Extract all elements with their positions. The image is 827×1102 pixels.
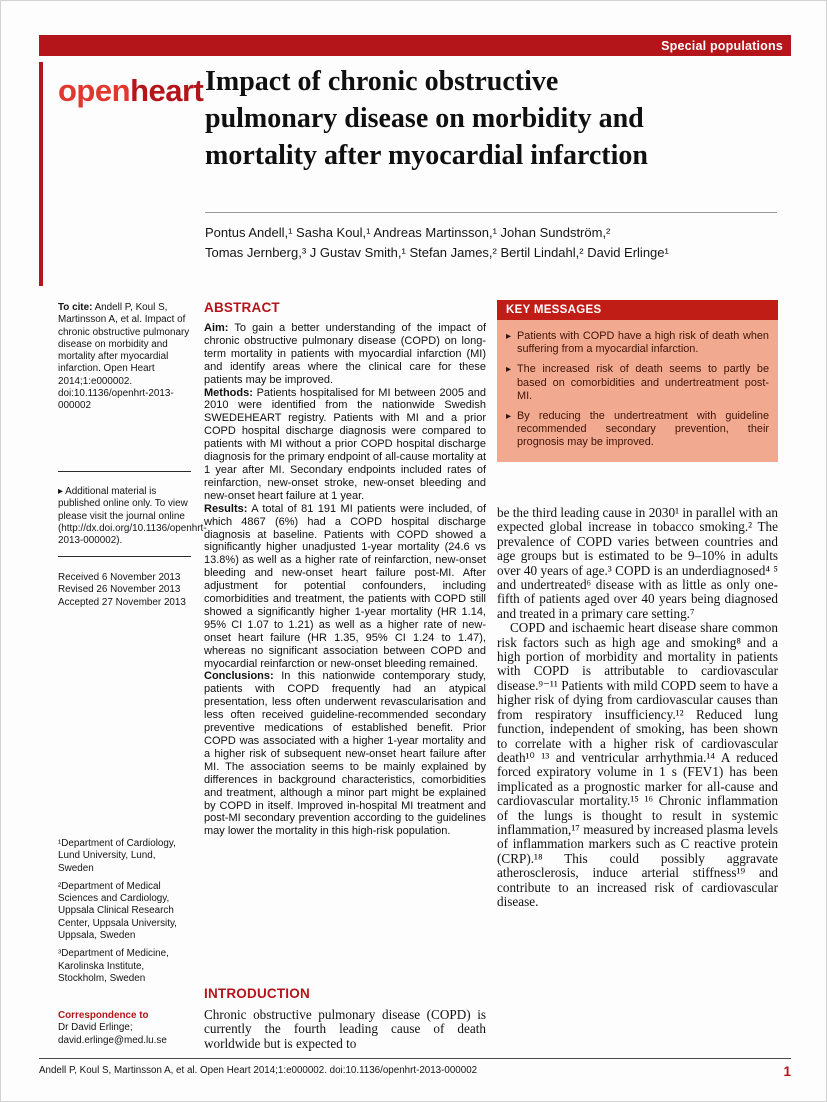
abstract-methods-text: Patients hospitalised for MI between 2005 and 2010 were identified from the nationwide Swedish SWEDEHEART registry. Patients with MI and a prior COPD hospital discharge diagnosis were compared to patients with MI without a prior COPD hospital discharge diagnosis for the primary endpoint of all-cause mortality at 1 year after MI. Secondary endpoints included rates of reinfarction, new-onset stroke, new-onset bleeding and new-onset heart failure at 1 year.	[204, 386, 486, 502]
abstract-results-label: Results:	[204, 502, 248, 515]
bullet-arrow-icon: ▸	[506, 411, 512, 423]
article-title-line-1: Impact of chronic obstructive	[205, 66, 559, 97]
header-accent-rule	[39, 62, 43, 286]
page-footer	[39, 1058, 791, 1079]
author-line-2: Tomas Jernberg,³ J Gustav Smith,¹ Stefan James,² Bertil Lindahl,² David Erlinge¹	[205, 244, 669, 260]
key-messages-box	[497, 300, 778, 462]
to-cite-label: To cite:	[58, 302, 93, 313]
affiliation-2: ²Department of Medical Sciences and Cardiology, Uppsala Clinical Research Center, Uppsala University, Uppsala, Sweden	[58, 880, 177, 942]
body-column	[497, 300, 778, 1060]
journal-logo-heart: heart	[130, 73, 204, 108]
revised-date: Revised 26 November 2013	[58, 584, 181, 596]
page-number: 1	[783, 1064, 791, 1079]
journal-logo-open: open	[58, 73, 131, 108]
sidebar-divider	[58, 471, 191, 472]
to-cite-text: Andell P, Koul S, Martinsson A, et al. Impact of chronic obstructive pulmonary disease on morbidity and mortality after myocardial infarction. Open Heart 2014;1:e000002. doi:10.1136/openhrt-2013-000002	[58, 302, 190, 412]
citation-note	[58, 302, 191, 413]
additional-material-note: ▸ Additional material is published online only. To view please visit the journal online (http://dx.doi.org/10.1136/openhrt-2013-000002).	[58, 486, 207, 547]
affiliations	[58, 838, 191, 991]
abstract-results-text: A total of 81 191 MI patients were included, of which 4867 (6%) had a COPD hospital discharge diagnosis at baseline. Patients with COPD showed a significantly higher unadjusted 1-year mortality (24.6 vs 13.8%) as well as a higher rate of reinfarction, new-onset bleeding and new-onset heart failure post-MI. After adjustment for potential confounders, including comorbidities and treatment, the patients with COPD still showed a significantly higher 1-year mortality (HR 1.14, 95% CI 1.07 to 1.21) as well as a higher rate of new-onset heart failure (HR 1.35, 95% CI 1.24 to 1.47), whereas no significant association between COPD and myocardial reinfarction or new-onset bleeding remained.	[204, 502, 486, 670]
left-sidebar	[58, 302, 207, 1062]
key-messages-heading: KEY MESSAGES	[497, 300, 778, 320]
key-messages-body	[497, 320, 778, 462]
body-paragraph-2: COPD and ischaemic heart disease share common risk factors such as high age and smoking⁸ and a high portion of morbidity and mortality in patients with COPD is attributable to cardiovascular disease.⁹⁻¹¹ Patients with mild COPD seem to have a higher risk of dying from cardiovascular causes than from respiratory insufficiency.¹² Reduced lung function, independent of smoking, has been shown to correlate with a higher risk of cardiovascular death¹⁰ ¹³ and ventricular arrhythmia.¹⁴ A reduced forced expiratory volume in 1 s (FEV1) has been implicated as a prognostic marker for all-cause and cardiovascular mortality.¹⁵ ¹⁶ Chronic inflammation of the lungs is thought to result in systemic inflammation,¹⁷ measured by increased plasma levels of inflammation markers such as C reactive protein (CRP).¹⁸ This could possibly aggravate atherosclerosis, induce arterial stiffness¹⁹ and contribute to an increased risk of cardiovascular disease.	[497, 620, 779, 909]
affiliation-1: ¹Department of Cardiology, Lund University, Lund, Sweden	[58, 838, 176, 874]
author-line-1: Pontus Andell,¹ Sasha Koul,¹ Andreas Martinsson,¹ Johan Sundström,²	[205, 225, 611, 240]
key-message-text-1: Patients with COPD have a high risk of death when suffering from a myocardial infarction.	[517, 330, 769, 356]
abstract-conclusions-label: Conclusions:	[204, 670, 274, 683]
correspondence-label: Correspondence to	[58, 1010, 149, 1021]
introduction-heading: INTRODUCTION	[204, 986, 310, 1001]
key-message-text-2: The increased risk of death seems to partly be based on comorbidities and undertreatment post-MI.	[517, 363, 769, 402]
bullet-arrow-icon: ▸	[506, 364, 512, 376]
section-banner-label: Special populations	[661, 38, 783, 53]
abstract-aim-label: Aim:	[204, 322, 229, 334]
key-message-item	[506, 410, 769, 450]
bullet-arrow-icon: ▸	[506, 331, 512, 342]
abstract-methods	[204, 387, 486, 503]
journal-logo	[58, 73, 203, 109]
article-title	[205, 63, 780, 174]
key-message-item	[506, 363, 769, 403]
abstract-column	[204, 300, 486, 1060]
accepted-date: Accepted 27 November 2013	[58, 596, 186, 608]
abstract-aim	[204, 322, 486, 387]
key-message-item	[506, 330, 769, 356]
introduction-continued	[497, 506, 778, 909]
correspondence-block	[58, 1010, 191, 1047]
abstract-conclusions-text: In this nationwide contemporary study, patients with COPD frequently had an atypical presentation, less often underwent revascularisation and less often received guideline-recommended secondary preventive medications of established benefit. Prior COPD was associated with a higher 1-year mortality and a higher risk of subsequent new-onset heart failure after MI. The association seems to be mainly explained by differences in background characteristics, comorbidities and treatment, although a minor part might be explained by COPD in itself. Improved in-hospital MI treatment and post-MI secondary prevention according to the guidelines may lower the mortality in this high-risk population.	[204, 670, 486, 838]
article-title-line-2: pulmonary disease on morbidity and	[205, 103, 644, 134]
abstract-heading: ABSTRACT	[204, 300, 280, 315]
received-date: Received 6 November 2013	[58, 572, 181, 583]
correspondence-text[interactable]: Dr David Erlinge; david.erlinge@med.lu.se	[58, 1022, 167, 1046]
article-dates	[58, 572, 191, 609]
abstract-aim-text: To gain a better understanding of the impact of chronic obstructive pulmonary disease (COPD) on long-term mortality in patients with myocardial infarction (MI) and identify areas where the clinical care for these patients may be improved.	[204, 322, 486, 386]
author-list	[205, 212, 777, 262]
article-title-line-3: mortality after myocardial infarction	[205, 140, 648, 171]
key-message-text-3: By reducing the undertreatment with guideline recommended secondary prevention, their prognosis may be improved.	[517, 410, 769, 449]
introduction-paragraph: Chronic obstructive pulmonary disease (COPD) is currently the fourth leading cause of death worldwide but is expected to	[204, 1007, 486, 1051]
body-paragraph-1: be the third leading cause in 2030¹ in parallel with an expected global increase in tobacco smoking.² The prevalence of COPD varies between countries and age groups but is estimated to be 9–10% in adults over 40 years of age.³ COPD is an underdiagnosed⁴ ⁵ and undertreated⁶ disease with as little as only one-fifth of patients aged over 40 years being diagnosed and treated in a primary care setting.⁷	[497, 505, 778, 621]
section-banner	[39, 35, 791, 56]
abstract-results	[204, 503, 486, 671]
introduction-section	[204, 986, 486, 1051]
abstract-methods-label: Methods:	[204, 386, 253, 399]
affiliation-3: ³Department of Medicine, Karolinska Institute, Stockholm, Sweden	[58, 948, 169, 984]
abstract-conclusions	[204, 670, 486, 838]
sidebar-divider	[58, 556, 191, 557]
footer-citation: Andell P, Koul S, Martinsson A, et al. Open Heart 2014;1:e000002. doi:10.1136/openhrt-2013-000002	[39, 1065, 478, 1076]
